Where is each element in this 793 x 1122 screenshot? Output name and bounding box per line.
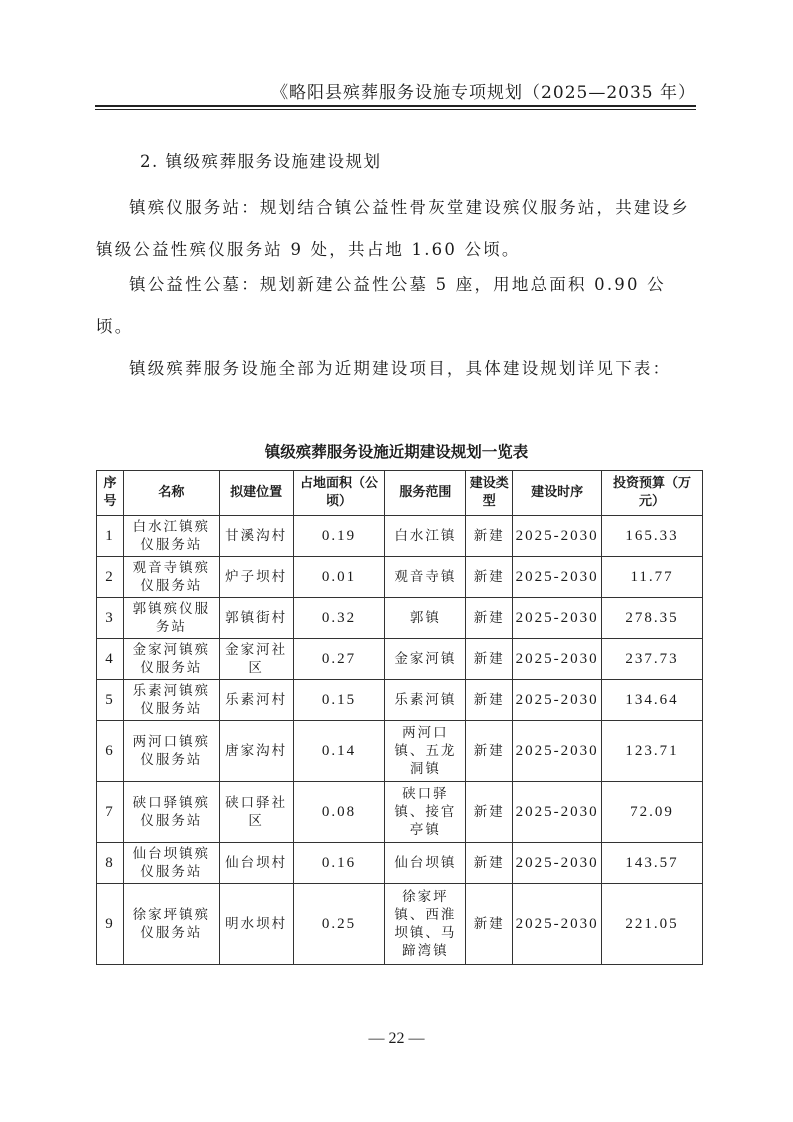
table-row — [97, 843, 703, 884]
cell-budget: 165.33 — [602, 516, 703, 557]
cell-name: 金家河镇殡仪服务站 — [123, 639, 219, 680]
cell-budget: 11.77 — [602, 557, 703, 598]
cell-scope: 两河口镇、五龙洞镇 — [385, 721, 466, 782]
cell-location: 金家河社区 — [219, 639, 293, 680]
table-row — [97, 557, 703, 598]
cell-area: 0.27 — [293, 639, 385, 680]
header-rule — [95, 105, 696, 110]
cell-no: 8 — [97, 843, 124, 884]
table-row — [97, 680, 703, 721]
col-header-scope: 服务范围 — [385, 471, 466, 516]
cell-scope: 白水江镇 — [385, 516, 466, 557]
cell-name: 郭镇殡仪服务站 — [123, 598, 219, 639]
cell-name: 观音寺镇殡仪服务站 — [123, 557, 219, 598]
cell-budget: 72.09 — [602, 782, 703, 843]
cell-type: 新建 — [466, 782, 513, 843]
col-header-no: 序号 — [97, 471, 124, 516]
table-header-row — [97, 471, 703, 516]
cell-budget: 278.35 — [602, 598, 703, 639]
cell-period: 2025-2030 — [513, 680, 602, 721]
cell-area: 0.01 — [293, 557, 385, 598]
cell-type: 新建 — [466, 639, 513, 680]
cell-scope: 郭镇 — [385, 598, 466, 639]
table-row — [97, 721, 703, 782]
table-row — [97, 782, 703, 843]
cell-location: 硖口驿社区 — [219, 782, 293, 843]
cell-budget: 221.05 — [602, 884, 703, 965]
cell-budget: 143.57 — [602, 843, 703, 884]
cell-location: 明水坝村 — [219, 884, 293, 965]
paragraph-cemetery — [96, 264, 698, 348]
cell-location: 郭镇街村 — [219, 598, 293, 639]
cell-no: 1 — [97, 516, 124, 557]
cell-area: 0.16 — [293, 843, 385, 884]
cell-period: 2025-2030 — [513, 598, 602, 639]
col-header-location: 拟建位置 — [219, 471, 293, 516]
cell-type: 新建 — [466, 557, 513, 598]
running-header: 《略阳县殡葬服务设施专项规划（2025—2035 年） — [271, 83, 696, 103]
cell-type: 新建 — [466, 884, 513, 965]
col-header-period: 建设时序 — [513, 471, 602, 516]
cell-scope: 金家河镇 — [385, 639, 466, 680]
cell-budget: 237.73 — [602, 639, 703, 680]
cell-period: 2025-2030 — [513, 782, 602, 843]
cell-no: 6 — [97, 721, 124, 782]
cell-scope: 徐家坪镇、西淮坝镇、马蹄湾镇 — [385, 884, 466, 965]
cell-name: 徐家坪镇殡仪服务站 — [123, 884, 219, 965]
page-number: — 22 — — [368, 1030, 425, 1047]
cell-location: 炉子坝村 — [219, 557, 293, 598]
cell-name: 白水江镇殡仪服务站 — [123, 516, 219, 557]
cell-period: 2025-2030 — [513, 557, 602, 598]
cell-no: 3 — [97, 598, 124, 639]
cell-type: 新建 — [466, 721, 513, 782]
cell-type: 新建 — [466, 598, 513, 639]
paragraph-station — [96, 187, 698, 271]
cell-area: 0.19 — [293, 516, 385, 557]
cell-name: 乐素河镇殡仪服务站 — [123, 680, 219, 721]
cell-no: 5 — [97, 680, 124, 721]
cell-location: 甘溪沟村 — [219, 516, 293, 557]
paragraph-text: 镇公益性公墓：规划新建公益性公墓 5 座，用地总面积 0.90 公顷。 — [96, 275, 666, 336]
cell-period: 2025-2030 — [513, 721, 602, 782]
cell-type: 新建 — [466, 516, 513, 557]
cell-area: 0.14 — [293, 721, 385, 782]
cell-period: 2025-2030 — [513, 843, 602, 884]
cell-scope: 硖口驿镇、接官亭镇 — [385, 782, 466, 843]
table-row — [97, 598, 703, 639]
col-header-budget: 投资预算（万元） — [602, 471, 703, 516]
cell-scope: 观音寺镇 — [385, 557, 466, 598]
cell-scope: 乐素河镇 — [385, 680, 466, 721]
table-title: 镇级殡葬服务设施近期建设规划一览表 — [264, 443, 529, 461]
cell-no: 9 — [97, 884, 124, 965]
cell-no: 4 — [97, 639, 124, 680]
cell-no: 7 — [97, 782, 124, 843]
cell-name: 仙台坝镇殡仪服务站 — [123, 843, 219, 884]
cell-location: 乐素河村 — [219, 680, 293, 721]
cell-area: 0.15 — [293, 680, 385, 721]
cell-name: 硖口驿镇殡仪服务站 — [123, 782, 219, 843]
cell-type: 新建 — [466, 843, 513, 884]
cell-type: 新建 — [466, 680, 513, 721]
col-header-area: 占地面积（公顷） — [293, 471, 385, 516]
table-row — [97, 884, 703, 965]
section-heading: 2. 镇级殡葬服务设施建设规划 — [140, 152, 382, 171]
cell-scope: 仙台坝镇 — [385, 843, 466, 884]
cell-location: 仙台坝村 — [219, 843, 293, 884]
cell-area: 0.25 — [293, 884, 385, 965]
paragraph-summary — [96, 348, 698, 390]
cell-no: 2 — [97, 557, 124, 598]
cell-period: 2025-2030 — [513, 884, 602, 965]
col-header-type: 建设类型 — [466, 471, 513, 516]
paragraph-text: 镇殡仪服务站：规划结合镇公益性骨灰堂建设殡仪服务站，共建设乡镇级公益性殡仪服务站 9 处，共占地 1.60 公顷。 — [96, 198, 690, 259]
cell-location: 唐家沟村 — [219, 721, 293, 782]
table-row — [97, 516, 703, 557]
col-header-name: 名称 — [123, 471, 219, 516]
cell-period: 2025-2030 — [513, 639, 602, 680]
cell-budget: 123.71 — [602, 721, 703, 782]
cell-period: 2025-2030 — [513, 516, 602, 557]
cell-budget: 134.64 — [602, 680, 703, 721]
cell-area: 0.32 — [293, 598, 385, 639]
plan-table — [96, 470, 703, 965]
table-row — [97, 639, 703, 680]
cell-area: 0.08 — [293, 782, 385, 843]
paragraph-text: 镇级殡葬服务设施全部为近期建设项目，具体建设规划详见下表： — [129, 359, 672, 378]
cell-name: 两河口镇殡仪服务站 — [123, 721, 219, 782]
